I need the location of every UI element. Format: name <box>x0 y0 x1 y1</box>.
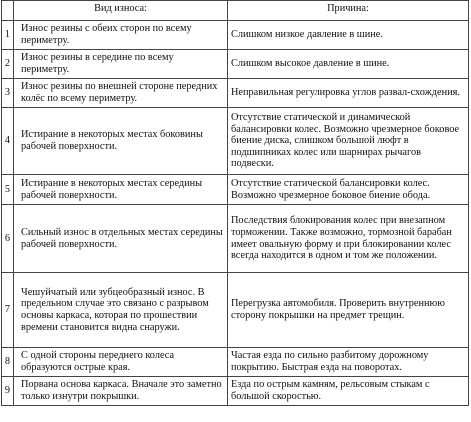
wear-kind-cell: С одной стороны переднего колеса образуются острые края. <box>14 348 228 377</box>
tire-wear-table <box>1 0 469 406</box>
table-row <box>2 79 469 108</box>
row-number: 7 <box>2 273 14 348</box>
wear-kind-cell: Износ резины по внешней стороне передних колёс по всему периметру. <box>14 79 228 108</box>
wear-kind-cell: Истирание в некоторых местах середины рабочей поверхности. <box>14 175 228 205</box>
wear-kind-cell: Порвана основа каркаса. Вначале это заметно только изнутри покрышки. <box>14 377 228 406</box>
header-number <box>2 1 14 21</box>
table-row <box>2 21 469 50</box>
cause-cell: Перегрузка автомобиля. Проверить внутреннюю сторону покрышки на предмет трещин. <box>228 273 469 348</box>
table-row <box>2 348 469 377</box>
cause-cell: Езда по острым камням, рельсовым стыкам с большой скоростью. <box>228 377 469 406</box>
wear-kind-cell: Истирание в некоторых местах боковины рабочей поверхности. <box>14 108 228 175</box>
table-row <box>2 377 469 406</box>
cause-cell: Слишком высокое давление в шине. <box>228 50 469 79</box>
cause-cell: Слишком низкое давление в шине. <box>228 21 469 50</box>
wear-kind-cell: Чешуйчатый или зубцеобразный износ. В предельном случае это связано с разрывом основы каркаса, которая по прошествии времени становится видна снаружи. <box>14 273 228 348</box>
table-row <box>2 108 469 175</box>
row-number: 2 <box>2 50 14 79</box>
wear-kind-cell: Износ резины в середине по всему периметру. <box>14 50 228 79</box>
cause-cell: Отсутствие статической и динамической балансировки колес. Возможно чрезмерное боковое биение диска, слишком большой люфт в подшипниках колес или шарнирах рычагов подвески. <box>228 108 469 175</box>
wear-kind-cell: Износ резины с обеих сторон по всему периметру. <box>14 21 228 50</box>
table-row <box>2 273 469 348</box>
header-row <box>2 1 469 21</box>
cause-cell: Последствия блокирования колес при внезапном торможении. Также возможно, тормозной барабан имеет овальную форму и при блокировании колес всегда находится в одном и том же положении. <box>228 205 469 273</box>
wear-kind-cell: Сильный износ в отдельных местах середины рабочей поверхности. <box>14 205 228 273</box>
table-row <box>2 50 469 79</box>
table-row <box>2 205 469 273</box>
table-header <box>2 1 469 21</box>
table-row <box>2 175 469 205</box>
header-kind: Вид износа: <box>14 1 228 21</box>
cause-cell: Неправильная регулировка углов развал-схождения. <box>228 79 469 108</box>
cause-cell: Частая езда по сильно разбитому дорожному покрытию. Быстрая езда на поворотах. <box>228 348 469 377</box>
row-number: 8 <box>2 348 14 377</box>
row-number: 3 <box>2 79 14 108</box>
table-body <box>2 21 469 406</box>
row-number: 9 <box>2 377 14 406</box>
row-number: 1 <box>2 21 14 50</box>
row-number: 5 <box>2 175 14 205</box>
row-number: 4 <box>2 108 14 175</box>
row-number: 6 <box>2 205 14 273</box>
cause-cell: Отсутствие статической балансировки колес. Возможно чрезмерное боковое биение обода. <box>228 175 469 205</box>
header-cause: Причина: <box>228 1 469 21</box>
